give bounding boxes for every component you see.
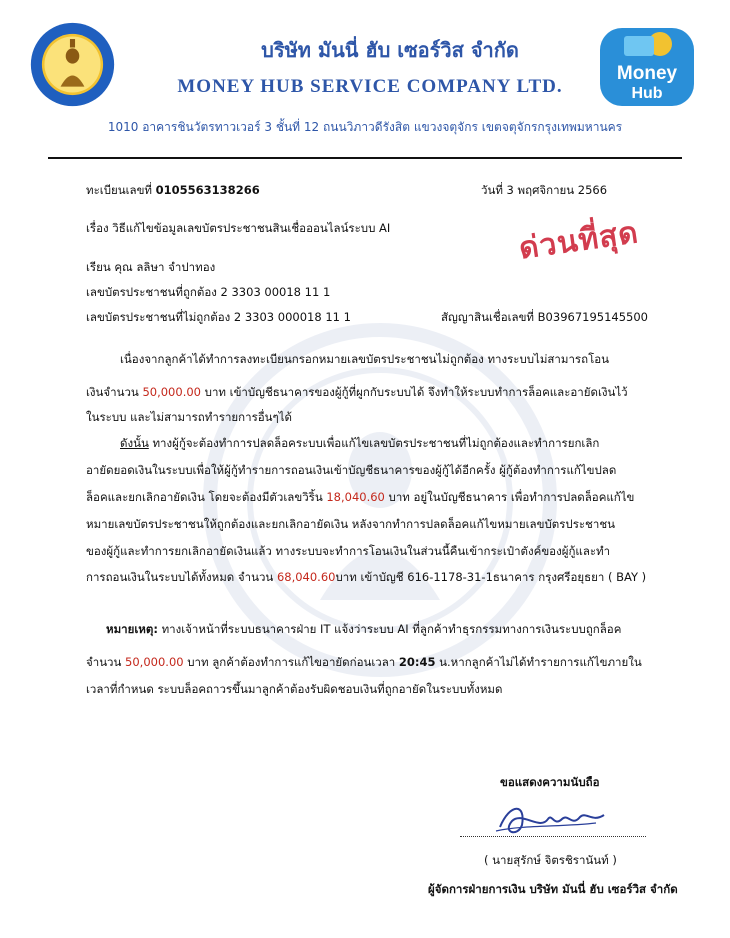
- note-line2: [86, 655, 642, 669]
- para2-line1-text: ทางผู้กู้จะต้องทำการปลดล็อคระบบเพื่อแก้ไขเลขบัตรประชาชนที่ไม่ถูกต้องและทำการยกเลิก: [148, 436, 600, 450]
- para2-line2: อายัดยอดเงินในระบบเพื่อให้ผู้กู้ทำรายการถอนเงินเข้าบัญชีธนาคารของผู้กู้ได้อีกครั้ง ผู้กู้ต้องทำการแก้ไขปลด: [86, 463, 617, 477]
- para2-line4: หมายเลขบัตรประชาชนให้ถูกต้องและยกเลิกอายัดเงิน หลังจากทำการปลดล็อคแก้ไขหมายเลขบัตรประชาชน: [86, 517, 615, 531]
- company-name-english: MONEY HUB SERVICE COMPANY LTD.: [177, 76, 563, 97]
- para1-line3: ในระบบ และไม่สามารถทำรายการอื่นๆได้: [86, 410, 292, 424]
- handwritten-signature: [492, 797, 612, 841]
- company-name-thai: บริษัท มันนี่ ฮับ เซอร์วิส จำกัด: [261, 38, 519, 62]
- para2-line6-text-a: การถอนเงินในระบบได้ทั้งหมด จำนวน: [86, 570, 277, 584]
- logo-word-money: Money: [616, 63, 678, 84]
- para2-line5: ของผู้กู้และทำการยกเลิกอายัดเงินแล้ว ทางระบบจะทำการโอนเงินในส่วนนี้คืนเข้ากระเป๋าตังค์ของผู้กู้และทำ: [86, 544, 611, 558]
- registration-number: 0105563138266: [155, 183, 260, 197]
- letter-date: วันที่ 3 พฤศจิกายน 2566: [481, 183, 608, 197]
- note-line2-text-a: จำนวน: [86, 655, 126, 669]
- para2-line3-text-b: บาท อยู่ในบัญชีธนาคาร เพื่อทำการปลดล็อคแก้ไข: [384, 490, 635, 504]
- note-label: หมายเหตุ:: [106, 622, 158, 636]
- subject-line: เรื่อง วิธีแก้ไขข้อมูลเลขบัตรประชาชนสินเชื่อออนไลน์ระบบ AI: [86, 221, 391, 235]
- amount-total: 68,040.60: [276, 570, 336, 584]
- para2-line6-text-b: บาท เข้าบัญชี 616-1178-31-1ธนาคาร กรุงศรีอยุธยา ( BAY ): [335, 570, 647, 584]
- para2-line3: [86, 490, 634, 504]
- para1-line1: เนื่องจากลูกค้าได้ทำการลงทะเบียนกรอกหมายเลขบัตรประชาชนไม่ถูกต้อง ทางระบบไม่สามารถโอน: [120, 352, 610, 366]
- deadline-time: 20:45: [398, 655, 436, 669]
- signer-title: ผู้จัดการฝ่ายการเงิน บริษัท มันนี่ ฮับ เซอร์วิส จำกัด: [428, 882, 678, 896]
- signer-name: ( นายสุรักษ์ จิตรชิรานันท์ ): [484, 853, 617, 867]
- para2-line3-text-a: ล็อคและยกเลิกอายัดเงิน โดยจะต้องมีตัวเลขวิริ้น: [86, 490, 327, 504]
- money-hub-logo: [600, 22, 694, 106]
- para2-line1: [120, 436, 599, 450]
- note-line1-text: ทางเจ้าหน้าที่ระบบธนาคารฝ่าย IT แจ้งว่าระบบ AI ที่ลูกค้าทำธุรกรรมทางการเงินระบบถูกล็อค: [157, 622, 622, 636]
- note-line1: [106, 622, 621, 636]
- logo-word-hub: Hub: [631, 85, 663, 102]
- para2-line6: [86, 570, 646, 584]
- wrong-id-line: เลขบัตรประชาชนที่ไม่ถูกต้อง 2 3303 000018 11 1: [86, 310, 351, 324]
- urgent-stamp: ด่วนที่สุด: [516, 215, 641, 267]
- bank-seal-logo: [30, 22, 115, 107]
- para1-line2-text-b: บาท เข้าบัญชีธนาคารของผู้กู้ที่ผูกกับระบบได้ จึงทำให้ระบบทำการล็อคและอายัดเงินไว้: [200, 385, 628, 399]
- registration-line: [86, 183, 260, 197]
- para1-line2-text-a: เงินจำนวน: [86, 385, 143, 399]
- note-line2-text-b: บาท ลูกค้าต้องทำการแก้ไขอายัดก่อนเวลา: [183, 655, 399, 669]
- contract-number: สัญญาสินเชื่อเลขที่ B03967195145500: [441, 310, 648, 324]
- company-address: 1010 อาคารชินวัตรทาวเวอร์ 3 ชั้นที่ 12 ถนนวิภาวดีรังสิต แขวงจตุจักร เขตจตุจักรกรุงเทพมหานคร: [107, 120, 623, 134]
- amount-locked: 50,000.00: [142, 385, 201, 399]
- note-line3: เวลาที่กำหนด ระบบล็อคถาวรขึ้นมาลูกค้าต้องรับผิดชอบเงินที่ถูกอายัดในระบบทั้งหมด: [86, 682, 503, 696]
- amount-required: 18,040.60: [326, 490, 385, 504]
- note-line2-text-c: น.หากลูกค้าไม่ได้ทำรายการแก้ไขภายใน: [435, 655, 642, 669]
- para1-line2: [86, 385, 628, 399]
- header-divider: [48, 157, 682, 159]
- registration-label: ทะเบียนเลขที่: [86, 183, 156, 197]
- signature-line: [460, 836, 646, 837]
- correct-id-line: เลขบัตรประชาชนที่ถูกต้อง 2 3303 00018 11 1: [86, 285, 331, 299]
- therefore-lead: ดังนั้น: [120, 436, 149, 450]
- regards-line: ขอแสดงความนับถือ: [500, 775, 600, 789]
- note-amount: 50,000.00: [125, 655, 184, 669]
- salutation: เรียน คุณ ลลิษา จำปาทอง: [86, 260, 216, 274]
